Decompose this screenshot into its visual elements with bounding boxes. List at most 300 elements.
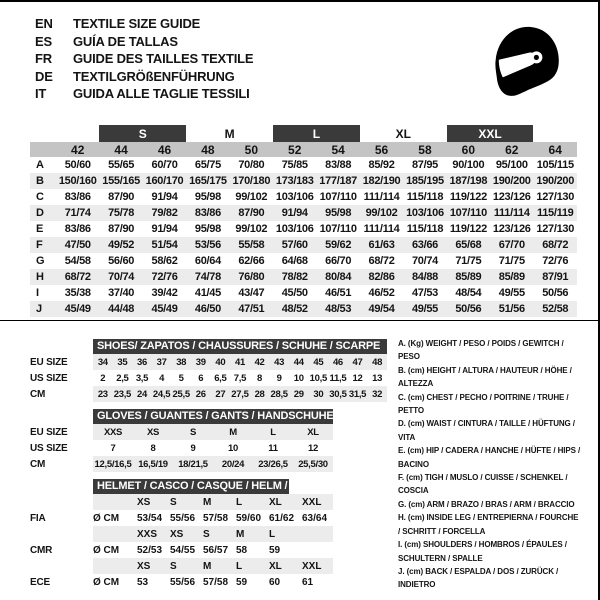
helmet-value: 63/64 — [302, 512, 328, 524]
measurement-cell: 115/118 — [406, 223, 444, 235]
size-value: 24 — [137, 388, 147, 400]
measurement-cell: 84/88 — [403, 269, 446, 285]
measurement-cell: 80/84 — [316, 269, 359, 285]
language-code: EN — [35, 16, 53, 31]
measurement-cell: 48/53 — [316, 301, 359, 317]
measurement-cell: 56/60 — [108, 255, 135, 267]
measurement-cell: 74/78 — [186, 269, 229, 285]
language-title: GUIDE DES TAILLES TEXTILE — [73, 51, 254, 66]
language-code: ES — [35, 33, 52, 49]
helmet-value: 54/55 — [170, 544, 196, 556]
language-code: IT — [35, 86, 47, 101]
measurement-cell: 46/50 — [186, 301, 229, 317]
size-value: 30,5 — [329, 388, 347, 400]
row-label: E — [36, 223, 44, 235]
size-value: 5 — [178, 372, 184, 384]
size-value: 27 — [215, 388, 226, 400]
size-value: S — [189, 426, 197, 438]
size-column-header: 42 — [56, 142, 99, 157]
measurement-cell: 65/68 — [447, 237, 490, 253]
helmet-sizes — [93, 558, 333, 574]
helmet-title: HELMET / CASCO / CASQUE / HELM / CASCO — [93, 479, 289, 494]
size-value: XL — [307, 426, 319, 438]
measurement-cell: 47/53 — [411, 287, 438, 299]
main-size-table — [30, 125, 577, 317]
size-row-label: CM — [30, 388, 46, 400]
measurement-row — [30, 189, 577, 205]
measurement-cell: 71/75 — [498, 255, 525, 267]
size-row — [30, 456, 398, 472]
measurement-row — [30, 221, 577, 237]
size-row-values — [93, 386, 387, 402]
helmet-size: S — [170, 496, 177, 508]
helmet-value: 61/62 — [269, 512, 295, 524]
helmet-size: M — [203, 496, 212, 508]
language-row — [35, 15, 253, 33]
measurement-cell: 55/58 — [230, 237, 273, 253]
measurement-row — [30, 173, 577, 189]
helmet-value-row — [30, 510, 398, 526]
size-column-header: 44 — [99, 142, 142, 157]
size-value: 26 — [195, 388, 206, 400]
measurement-cell: 187/198 — [447, 173, 490, 189]
helmet-size: L — [236, 496, 243, 508]
size-value: 7 — [110, 442, 116, 454]
measurement-row — [30, 269, 577, 285]
legend-item: H. (cm) INSIDE LEG / ENTREPIERNA / FOURCHE / SCHRITT / FORCELLA — [398, 513, 579, 536]
measurement-cell: 182/190 — [360, 173, 403, 189]
size-value: 8 — [257, 372, 263, 384]
helmet-value: 55/56 — [170, 512, 196, 524]
measurement-cell: 44/48 — [99, 301, 142, 317]
size-value: 30 — [313, 388, 324, 400]
section-divider — [0, 320, 600, 321]
size-value: 27,5 — [231, 388, 249, 400]
size-value: 10 — [293, 372, 304, 384]
measurement-cell: 70/80 — [238, 159, 265, 171]
measurement-cell: 119/122 — [449, 191, 487, 203]
size-row-values — [93, 440, 333, 456]
size-value: 31,5 — [348, 388, 367, 400]
helmet-value: 56/57 — [203, 544, 229, 556]
measurement-cell: 87/90 — [230, 205, 273, 221]
measurement-cell: 127/130 — [536, 223, 575, 235]
size-row-values — [93, 370, 387, 386]
measurement-cell: 51/54 — [143, 237, 186, 253]
measurement-cell: 50/60 — [64, 159, 91, 171]
language-code: DE — [35, 68, 53, 84]
size-column-header: 64 — [533, 142, 577, 157]
measurement-cell: 46/52 — [368, 287, 395, 299]
size-column-header: 58 — [403, 142, 446, 157]
size-value: 20/24 — [221, 458, 245, 470]
diameter-unit: Ø CM — [93, 544, 120, 556]
size-value: 39 — [195, 356, 206, 368]
language-header — [35, 15, 253, 103]
measurement-cell: 115/118 — [406, 191, 444, 203]
size-value: 23,5 — [113, 388, 132, 400]
size-value: 47 — [352, 356, 363, 368]
measurement-cell: 87/90 — [108, 191, 135, 203]
diameter-unit: Ø CM — [93, 576, 120, 588]
helmet-size: L — [236, 560, 243, 572]
measurement-cell: 50/56 — [447, 301, 490, 317]
measurement-cell: 70/74 — [411, 255, 438, 267]
measurement-cell: 99/102 — [235, 191, 268, 203]
helmet-value: 59/60 — [236, 512, 262, 524]
helmet-table — [30, 494, 398, 590]
measurement-cell: 71/75 — [455, 255, 482, 267]
measurement-cell: 105/115 — [536, 159, 574, 171]
helmet-value-row — [30, 574, 398, 590]
row-label: D — [30, 205, 56, 221]
measurement-cell: 45/49 — [56, 301, 99, 317]
row-label: C — [36, 191, 44, 203]
helmet-size: XS — [137, 496, 151, 508]
row-label: B — [30, 173, 56, 189]
measurement-cell: 83/86 — [186, 205, 229, 221]
measurement-cell: 190/200 — [490, 173, 533, 189]
measurement-row — [30, 285, 577, 301]
size-row-label: EU SIZE — [30, 356, 68, 368]
row-label: G — [36, 255, 45, 267]
measurement-cell: 123/126 — [492, 191, 531, 203]
measurement-cell: 99/102 — [360, 205, 403, 221]
measurement-cell: 71/74 — [56, 205, 99, 221]
row-label: F — [30, 237, 56, 253]
legend-item: E. (cm) HIP / CADERA / HANCHE / HÜFTE / HIPS / BACINO — [398, 446, 581, 469]
helmet-size: L — [269, 528, 276, 540]
size-row-label: US SIZE — [30, 372, 68, 384]
measurement-cell: 67/70 — [490, 237, 533, 253]
measurement-cell: 72/76 — [542, 255, 569, 267]
helmet-values — [93, 510, 333, 526]
shoes-section — [30, 339, 398, 402]
helmet-value: 55/56 — [170, 576, 196, 588]
size-row-label: US SIZE — [30, 442, 68, 454]
legend-item: F. (cm) TIGH / MUSLO / CUISSE / SCHENKEL / COSCIA — [398, 473, 568, 496]
helmet-sizes — [93, 526, 333, 542]
helmet-value: 53/54 — [137, 512, 163, 524]
measurement-cell: 111/114 — [363, 191, 400, 203]
measurement-cell: 99/102 — [235, 223, 268, 235]
racing-helmet-icon — [486, 18, 566, 108]
gloves-table — [30, 424, 398, 472]
language-row — [35, 85, 253, 103]
helmet-standard-label: FIA — [30, 512, 46, 524]
measurement-cell: 41/45 — [194, 287, 221, 299]
language-row — [35, 50, 253, 68]
measurement-cell: 95/98 — [194, 191, 221, 203]
measurement-cell: 49/55 — [498, 287, 525, 299]
helmet-value: 53 — [137, 576, 149, 588]
corner-cell — [30, 142, 56, 157]
measurement-cell: 95/100 — [495, 159, 528, 171]
legend-item: G. (cm) ARM / BRAZO / BRAS / ARM / BRACCIO — [398, 499, 575, 509]
size-row-values — [93, 354, 387, 370]
measurement-cell: 107/110 — [319, 191, 357, 203]
legend-item: C. (cm) CHEST / PECHO / POITRINE / TRUHE / PETTO — [398, 392, 569, 416]
size-band-l: L — [273, 125, 360, 142]
measurement-cell: 35/38 — [64, 287, 91, 299]
measurement-cell: 91/94 — [151, 191, 178, 203]
language-title: GUIDA ALLE TAGLIE TESSILI — [73, 86, 250, 101]
measurement-row — [30, 237, 577, 253]
helmet-size-row — [30, 494, 398, 510]
helmet-size: M — [203, 560, 212, 572]
measurement-cell: 185/195 — [403, 173, 446, 189]
measurement-cell: 47/50 — [56, 237, 99, 253]
measurement-cell: 107/110 — [319, 223, 357, 235]
size-value: 13 — [372, 372, 383, 384]
measurement-cell: 160/170 — [143, 173, 186, 189]
legend-item: I. (cm) SHOULDERS / HOMBROS / ÉPAULES / SCHULTERN / SPALLE — [398, 540, 567, 563]
measurement-cell: 43/47 — [238, 287, 265, 299]
size-column-header: 54 — [316, 142, 359, 157]
size-column-header: 48 — [186, 142, 229, 157]
helmet-size: XXS — [137, 528, 158, 540]
size-value: 12 — [352, 372, 363, 384]
size-value: 9 — [276, 372, 282, 384]
size-value: 2 — [100, 372, 106, 384]
helmet-sizes — [93, 494, 333, 510]
measurement-cell: 87/95 — [411, 159, 438, 171]
row-label: H — [30, 269, 56, 285]
measurement-cell: 63/66 — [403, 237, 446, 253]
measurement-cell: 90/100 — [452, 159, 485, 171]
size-row — [30, 354, 398, 370]
size-value: 37 — [156, 356, 167, 368]
size-value: 48 — [372, 356, 383, 368]
size-value: 25,5 — [172, 388, 190, 400]
measurement-cell: 177/187 — [316, 173, 359, 189]
size-value: 42 — [254, 356, 265, 368]
measurement-cell: 55/65 — [108, 159, 135, 171]
measurement-cell: 59/62 — [316, 237, 359, 253]
size-value: M — [229, 426, 237, 438]
measurement-cell: 173/183 — [273, 173, 316, 189]
size-value: 36 — [137, 356, 147, 368]
size-value: 7,5 — [233, 372, 247, 384]
size-column-header: 60 — [447, 142, 490, 157]
row-label: J — [30, 301, 56, 317]
measurement-cell: 150/160 — [56, 173, 99, 189]
measurement-cell: 68/72 — [368, 255, 395, 267]
size-band-xl: XL — [395, 126, 411, 141]
size-value: 11 — [268, 442, 278, 454]
measurement-cell: 75/78 — [99, 205, 142, 221]
size-value: 3,5 — [135, 372, 149, 384]
measurement-row — [30, 301, 577, 317]
measurement-cell: 103/106 — [403, 205, 446, 221]
size-column-header: 46 — [143, 142, 186, 157]
size-value: 43 — [274, 356, 285, 368]
helmet-size: XL — [269, 496, 282, 508]
helmet-standard-label: ECE — [30, 576, 50, 588]
size-value: 8 — [150, 442, 156, 454]
size-row-values — [93, 424, 333, 440]
size-row-values — [93, 456, 333, 472]
measurement-cell: 60/64 — [194, 255, 221, 267]
size-value: 9 — [190, 442, 196, 454]
helmet-value-row — [30, 542, 398, 558]
measurement-cell: 70/74 — [99, 269, 142, 285]
size-value: 41 — [234, 356, 245, 368]
helmet-value: 59 — [269, 544, 281, 556]
size-row-label: CM — [30, 458, 46, 470]
gloves-title: GLOVES / GUANTES / GANTS / HANDSCHUHE / GUANTI — [93, 409, 333, 424]
measurement-cell: 48/52 — [273, 301, 316, 317]
measurement-cell: 111/114 — [490, 205, 533, 221]
measurement-cell: 65/75 — [194, 159, 221, 171]
size-value: 18/21,5 — [178, 458, 208, 470]
measurement-cell: 75/85 — [281, 159, 308, 171]
size-value: 16,5/19 — [138, 458, 168, 470]
measurement-cell: 83/86 — [64, 191, 91, 203]
measurement-cell: 91/94 — [151, 223, 178, 235]
size-value: 45 — [313, 356, 324, 368]
measurement-cell: 115/119 — [533, 205, 577, 221]
measurement-cell: 95/98 — [194, 223, 221, 235]
measurement-cell: 170/180 — [230, 173, 273, 189]
measurement-cell: 64/68 — [281, 255, 308, 267]
size-band-s: S — [99, 125, 186, 142]
measurement-row — [30, 253, 577, 269]
size-band-m: M — [224, 126, 235, 141]
helmet-size: XS — [137, 560, 151, 572]
helmet-size: XL — [269, 560, 282, 572]
measurement-cell: 58/62 — [151, 255, 178, 267]
helmet-size: S — [203, 528, 210, 540]
helmet-size-row — [30, 526, 398, 542]
helmet-standard-label: CMR — [30, 544, 53, 556]
size-row — [30, 386, 398, 402]
measurement-cell: 95/98 — [316, 205, 359, 221]
helmet-size: S — [170, 560, 177, 572]
row-label: I — [36, 287, 39, 299]
size-value: 29 — [293, 388, 304, 400]
measurement-cell: 68/72 — [533, 237, 577, 253]
language-title: TEXTILE SIZE GUIDE — [73, 16, 201, 31]
legend-item: J. (cm) BACK / ESPALDA / DOS / ZURÜCK / INDIETRO — [398, 566, 559, 590]
size-value: 11,5 — [329, 372, 347, 384]
helmet-value: 57/58 — [203, 576, 229, 588]
size-value: 34 — [97, 356, 108, 368]
size-value: 32 — [372, 388, 383, 400]
measurement-cell: 46/51 — [325, 287, 352, 299]
measurement-cell: 49/54 — [360, 301, 403, 317]
size-value: 10 — [228, 442, 238, 454]
size-column-header: 62 — [490, 142, 533, 157]
measurement-cell: 165/175 — [186, 173, 229, 189]
measurement-cell: 127/130 — [536, 191, 575, 203]
size-value: 12,5/16,5 — [94, 458, 132, 470]
measurement-cell: 83/88 — [325, 159, 352, 171]
helmet-size: M — [236, 528, 245, 540]
measurement-cell: 49/55 — [403, 301, 446, 317]
measurement-cell: 190/200 — [533, 173, 577, 189]
size-value: 24,5 — [152, 388, 171, 400]
measurement-cell: 85/89 — [447, 269, 490, 285]
helmet-value: 60 — [269, 576, 281, 588]
measurement-cell: 155/165 — [99, 173, 142, 189]
helmet-size: XXL — [302, 496, 322, 508]
measurement-cell: 50/56 — [542, 287, 569, 299]
size-value: 10,5 — [309, 372, 327, 384]
language-title: TEXTILGRÖßENFÜHRUNG — [73, 68, 235, 84]
size-value: 28,5 — [270, 388, 288, 400]
measurement-legend — [398, 337, 582, 592]
measurement-cell: 91/94 — [273, 205, 316, 221]
shoes-title: SHOES/ ZAPATOS / CHAUSSURES / SCHUHE / SCARPE — [93, 339, 387, 354]
language-title: GUÍA DE TALLAS — [73, 33, 178, 49]
measurement-cell: 107/110 — [447, 205, 490, 221]
size-value: 6,5 — [214, 372, 227, 384]
measurement-cell: 87/91 — [533, 269, 577, 285]
helmet-size: XS — [170, 528, 184, 540]
row-label: A — [36, 159, 44, 171]
size-value: 38 — [176, 356, 187, 368]
measurement-cell: 76/80 — [230, 269, 273, 285]
measurement-cell: 51/56 — [490, 301, 533, 317]
helmet-value: 52/53 — [137, 544, 163, 556]
gloves-section — [30, 409, 398, 472]
helmet-value: 61 — [302, 576, 314, 588]
measurement-cell: 45/49 — [143, 301, 186, 317]
measurement-cell: 78/82 — [273, 269, 316, 285]
size-row — [30, 424, 398, 440]
measurement-cell: 53/56 — [186, 237, 229, 253]
helmet-values — [93, 542, 333, 558]
size-value: 4 — [159, 372, 165, 384]
size-value: 23 — [97, 388, 108, 400]
measurement-cell: 61/63 — [360, 237, 403, 253]
measurement-cell: 85/89 — [490, 269, 533, 285]
helmet-size: XXL — [302, 560, 322, 572]
size-row-label: EU SIZE — [30, 426, 68, 438]
measurement-cell: 62/66 — [238, 255, 265, 267]
measurement-cell: 85/92 — [368, 159, 395, 171]
measurement-cell: 119/122 — [449, 223, 487, 235]
size-value: 23/26,5 — [258, 458, 288, 470]
shoes-table — [30, 354, 398, 402]
legend-item: A. (Kg) WEIGHT / PESO / POIDS / GEWITCH / PESO — [398, 339, 564, 362]
measurement-cell: 60/70 — [151, 159, 178, 171]
measurement-cell: 54/58 — [64, 255, 91, 267]
measurement-cell: 48/54 — [455, 287, 482, 299]
helmet-value: 58 — [236, 544, 248, 556]
measurement-cell: 79/82 — [143, 205, 186, 221]
measurement-cell: 57/60 — [273, 237, 316, 253]
size-value: 46 — [332, 356, 343, 368]
measurement-cell: 37/40 — [108, 287, 135, 299]
measurement-cell: 103/106 — [275, 191, 314, 203]
helmet-value: 57/58 — [203, 512, 229, 524]
measurement-cell: 87/90 — [108, 223, 135, 235]
sub-tables — [30, 339, 398, 597]
measurement-cell: 103/106 — [275, 223, 314, 235]
size-value: 44 — [293, 356, 304, 368]
measurement-cell: 47/51 — [230, 301, 273, 317]
size-value: 6 — [198, 372, 204, 384]
language-row — [35, 33, 253, 51]
size-value: 40 — [215, 356, 226, 368]
size-value: 25,5/30 — [298, 458, 328, 470]
size-value: 2,5 — [116, 372, 129, 384]
size-band-row — [30, 125, 577, 142]
size-row — [30, 370, 398, 386]
size-column-header: 56 — [360, 142, 403, 157]
